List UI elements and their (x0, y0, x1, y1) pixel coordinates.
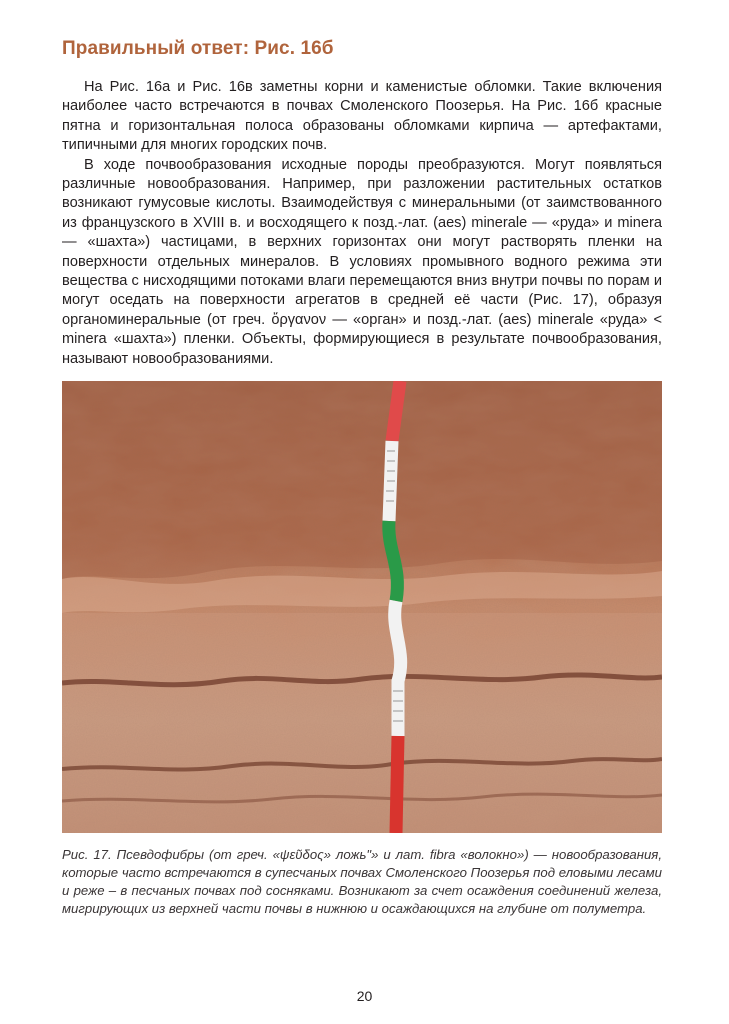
upper-horizon (62, 381, 662, 579)
figure-caption: Рис. 17. Псевдофибры (от греч. «ψεῦδος» ложь"» и лат. fibra «волокно») — новообразования, которые часто встречаются в супесчаных почвах Смоленского Поозерья под еловыми лесами и реже – в песчаных почвах под сосняками. Возникают за счет осаждения соединений железа, мигрирующих из верхней части почвы в нижнюю и осаждающихся на глубине от полуметра. (62, 847, 662, 916)
soil-profile-photo (62, 381, 662, 833)
page-heading: Правильный ответ: Рис. 16б (62, 38, 334, 59)
paragraph-2: В ходе почвообразования исходные породы преобразуются. Могут появляться различные новообразования. Например, при разложении растительных остатков возникают гумусовые кислоты. Взаимодействуя с минеральными (от заимствованного из французского в XVIII в. и восходящего к позд.-лат. (aes) minerale — «руда» и minera — «шахта») частицами, в верхних горизонтах они могут растворять пленки на поверхности отдельных минералов. В условиях промывного водного режима эти вещества с нисходящими потоками влаги перемещаются вниз внутри почвы по порам и могут оседать на поверхности агрегатов в средней её части (Рис. 17), образуя органоминеральные (от греч. ὄργανον — «орган» и позд.-лат. (aes) minerale «руда» < minera «шахта») пленки. Объекты, формирующиеся в результате почвообразования, называют новообразованиями. (62, 156, 662, 367)
body-text (62, 78, 662, 369)
page-number: 20 (356, 988, 373, 1004)
paragraph-1: На Рис. 16а и Рис. 16в заметны корни и каменистые обломки. Такие включения наиболее часто встречаются в почвах Смоленского Поозерья. На Рис. 16б красные пятна и горизонтальная полоса образованы обломками кирпича — артефактами, типичными для многих городских почв. (62, 79, 662, 154)
